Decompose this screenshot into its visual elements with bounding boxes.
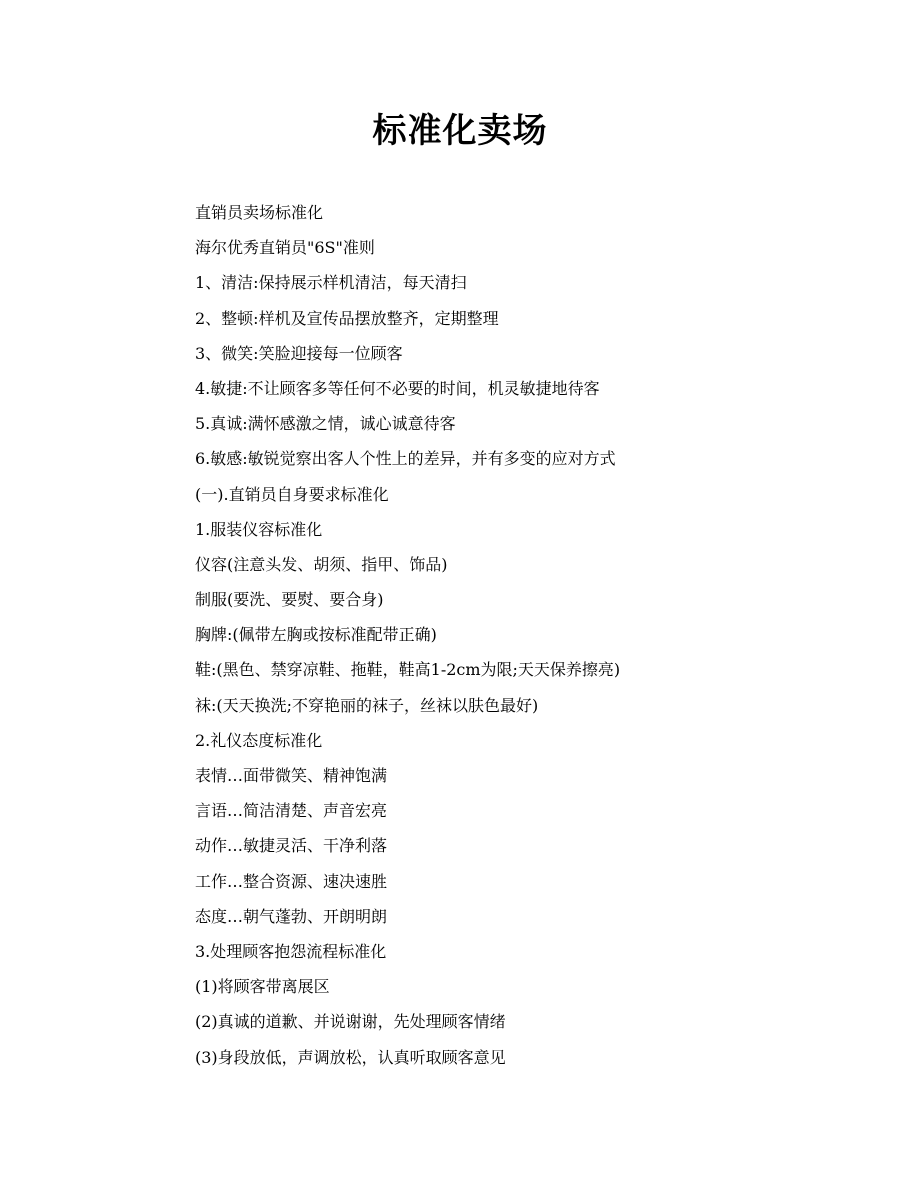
body-line: 仪容(注意头发、胡须、指甲、饰品) (195, 554, 448, 574)
body-line: 2、整顿:样机及宣传品摆放整齐，定期整理 (195, 308, 499, 328)
subsection-heading: 2.礼仪态度标准化 (195, 730, 323, 750)
body-line: (1)将顾客带离展区 (195, 977, 330, 997)
body-line: 态度…朝气蓬勃、开朗明朗 (195, 906, 388, 926)
subsection-heading: 3.处理顾客抱怨流程标准化 (195, 941, 387, 961)
document-title: 标准化卖场 (372, 111, 548, 151)
body-line: 4.敏捷:不让顾客多等任何不必要的时间，机灵敏捷地待客 (195, 378, 600, 398)
body-line: 海尔优秀直销员"6S"准则 (195, 238, 375, 258)
body-line: 5.真诚:满怀感激之情，诚心诚意待客 (195, 414, 456, 434)
body-line: 言语…简洁清楚、声音宏亮 (195, 801, 388, 821)
body-line: 直销员卖场标准化 (195, 203, 324, 222)
body-line: 6.敏感:敏锐觉察出客人个性上的差异，并有多变的应对方式 (195, 449, 616, 469)
document-body (195, 195, 845, 1075)
body-line: 表情…面带微笑、精神饱满 (195, 766, 388, 785)
body-line: 3、微笑:笑脸迎接每一位顾客 (195, 343, 403, 363)
body-line: (2)真诚的道歉、并说谢谢，先处理顾客情绪 (195, 1012, 506, 1032)
body-line: 袜:(天天换洗;不穿艳丽的袜子，丝袜以肤色最好) (195, 695, 539, 715)
body-line: 鞋:(黑色、禁穿凉鞋、拖鞋，鞋高1-2cm为限;天天保养擦亮) (195, 660, 621, 680)
body-line: 动作…敏捷灵活、干净利落 (195, 836, 388, 856)
subsection-heading: 1.服装仪容标准化 (195, 519, 323, 539)
body-line: (3)身段放低，声调放松，认真听取顾客意见 (195, 1047, 506, 1067)
body-line: 胸牌:(佩带左胸或按标准配带正确) (195, 625, 437, 645)
section-heading: (一).直销员自身要求标准化 (195, 484, 389, 504)
body-line: 制服(要洗、要熨、要合身) (195, 590, 384, 610)
body-line: 工作…整合资源、速决速胜 (195, 871, 388, 891)
body-line: 1、清洁:保持展示样机清洁，每天清扫 (195, 273, 467, 293)
